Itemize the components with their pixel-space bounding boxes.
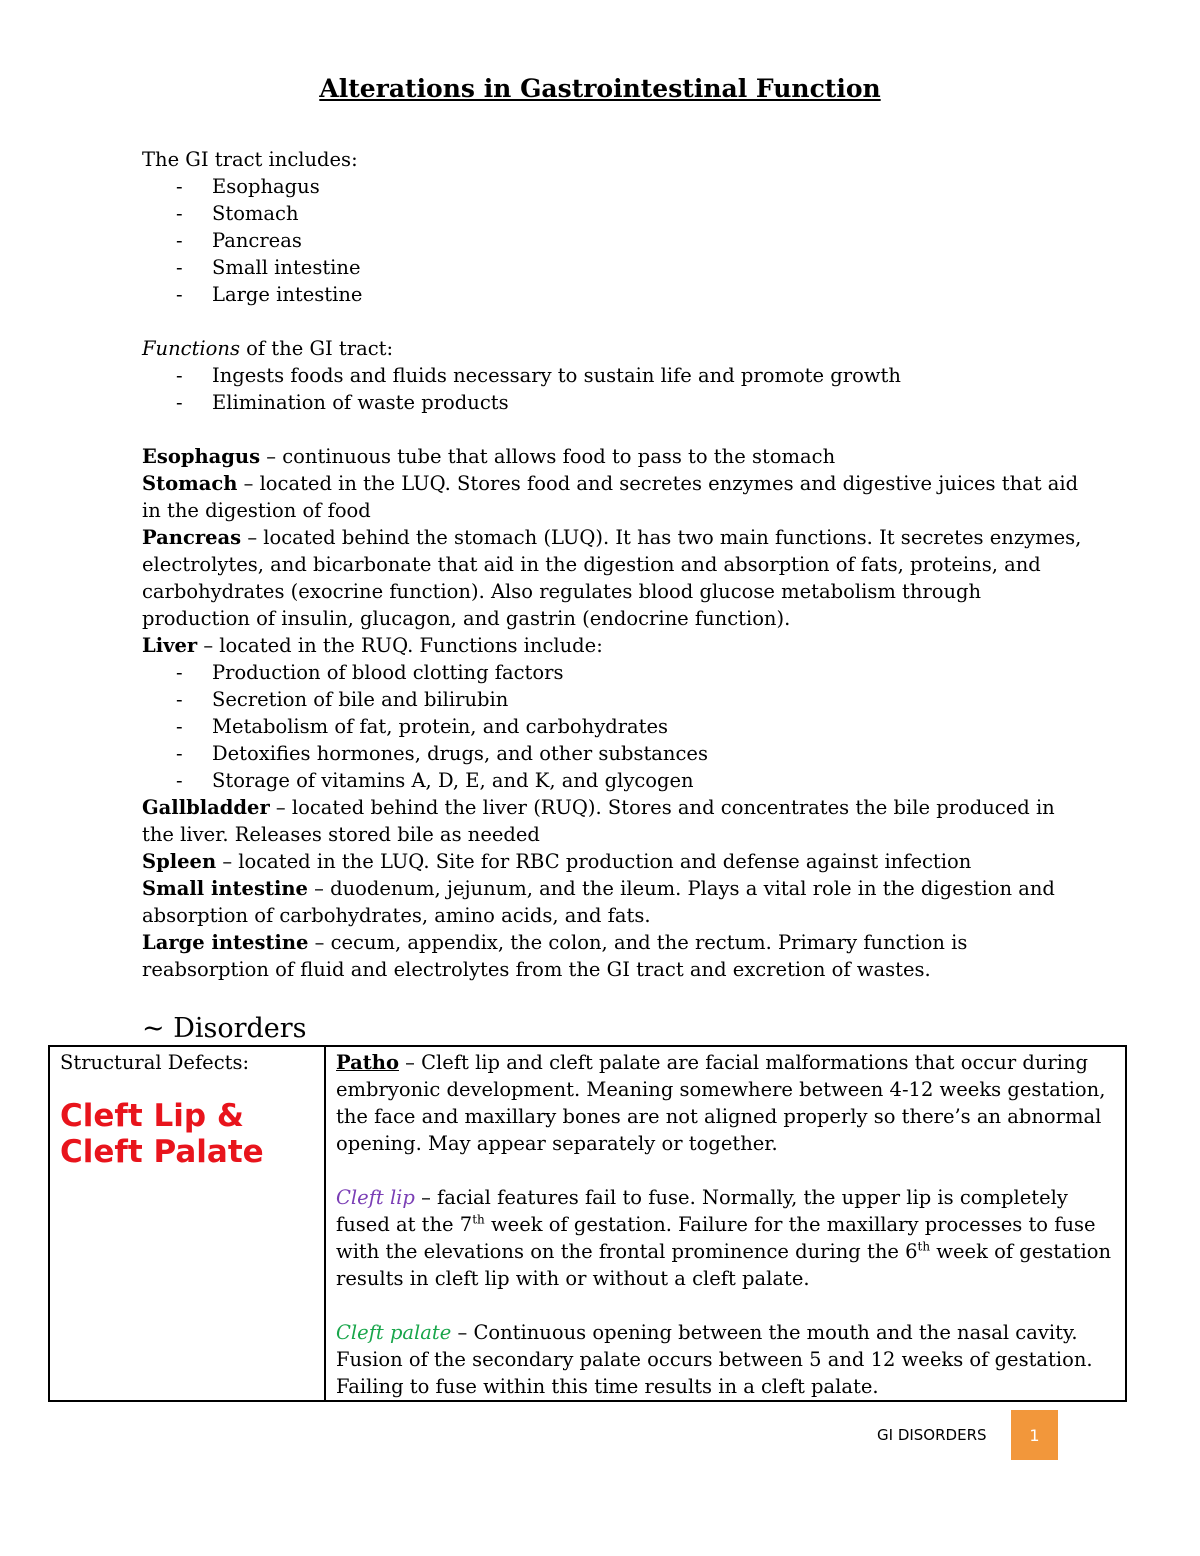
- disorders-heading: ~ Disorders: [142, 1013, 307, 1044]
- definition-gallbladder: Gallbladder – located behind the liver (RUQ). Stores and concentrates the bile produced in the liver. Releases stored bile as needed: [142, 796, 1055, 846]
- patho-paragraph: Patho – Cleft lip and cleft palate are facial malformations that occur during embryonic development. Meaning somewhere between 4-12 weeks gestation, the face and maxillary bones are not aligned properly so there’s an abnormal opening. May appear separately or together.: [336, 1051, 1106, 1155]
- list-item: - Metabolism of fat, protein, and carbohydrates: [176, 715, 669, 738]
- list-item: - Small intestine: [176, 256, 361, 279]
- disorder-title: Cleft Lip & Cleft Palate: [60, 1098, 264, 1170]
- cleft-lip-paragraph: Cleft lip – facial features fail to fuse. Normally, the upper lip is completely fused at the 7th week of gestation. Failure for the maxillary processes to fuse with the elevations on the frontal prominence during the 6th week of gestation results in cleft lip with or without a cleft palate.: [336, 1186, 1112, 1290]
- list-item: - Stomach: [176, 202, 299, 225]
- content: [142, 0, 1082, 983]
- functions-intro: Functions of the GI tract:: [142, 337, 394, 360]
- definition-large-intestine: Large intestine – cecum, appendix, the colon, and the rectum. Primary function is reabsorption of fluid and electrolytes from the GI tract and excretion of wastes.: [142, 931, 968, 981]
- definition-stomach: Stomach – located in the LUQ. Stores food and secretes enzymes and digestive juices that aid in the digestion of food: [142, 472, 1079, 522]
- list-item: - Ingests foods and fluids necessary to sustain life and promote growth: [176, 364, 901, 387]
- list-item: - Large intestine: [176, 283, 363, 306]
- list-item: - Production of blood clotting factors: [176, 661, 564, 684]
- category-label: Structural Defects:: [60, 1051, 250, 1074]
- footer-label: GI DISORDERS: [877, 1426, 987, 1444]
- list-item: - Detoxifies hormones, drugs, and other substances: [176, 742, 708, 765]
- disorder-detail-cell: [325, 1046, 1126, 1401]
- definition-small-intestine: Small intestine – duodenum, jejunum, and the ileum. Plays a vital role in the digestion and absorption of carbohydrates, amino acids, and fats.: [142, 877, 1055, 927]
- organ-definitions: [142, 443, 1082, 983]
- list-item: - Secretion of bile and bilirubin: [176, 688, 509, 711]
- gi-intro: The GI tract includes:: [142, 148, 358, 171]
- definition-pancreas: Pancreas – located behind the stomach (LUQ). It has two main functions. It secretes enzymes, electrolytes, and bicarbonate that aid in the digestion and absorption of fats, proteins, and carbohydrates (exocrine function). Also regulates blood glucose metabolism through production of insulin, glucagon, and gastrin (endocrine function).: [142, 526, 1082, 630]
- list-item: - Storage of vitamins A, D, E, and K, and glycogen: [176, 769, 694, 792]
- spacer: [142, 0, 1082, 146]
- list-item: - Pancreas: [176, 229, 302, 252]
- functions-list: [142, 362, 1082, 416]
- page-title: Alterations in Gastrointestinal Function: [319, 74, 881, 103]
- table-row: [49, 1046, 1126, 1401]
- cleft-palate-paragraph: Cleft palate – Continuous opening between the mouth and the nasal cavity. Fusion of the secondary palate occurs between 5 and 12 weeks of gestation. Failing to fuse within this time results in a cleft palate.: [336, 1321, 1093, 1398]
- list-item: - Elimination of waste products: [176, 391, 509, 414]
- page-number-badge: 1: [1011, 1410, 1058, 1460]
- gi-list: [142, 173, 1082, 308]
- liver-functions-list: [142, 659, 1082, 794]
- definition-liver: Liver – located in the RUQ. Functions include:: [142, 634, 603, 657]
- list-item: - Esophagus: [176, 175, 320, 198]
- disorder-name-cell: [49, 1046, 325, 1401]
- definition-esophagus: Esophagus – continuous tube that allows food to pass to the stomach: [142, 445, 836, 468]
- disorder-table: [48, 1045, 1127, 1402]
- definition-spleen: Spleen – located in the LUQ. Site for RBC production and defense against infection: [142, 850, 972, 873]
